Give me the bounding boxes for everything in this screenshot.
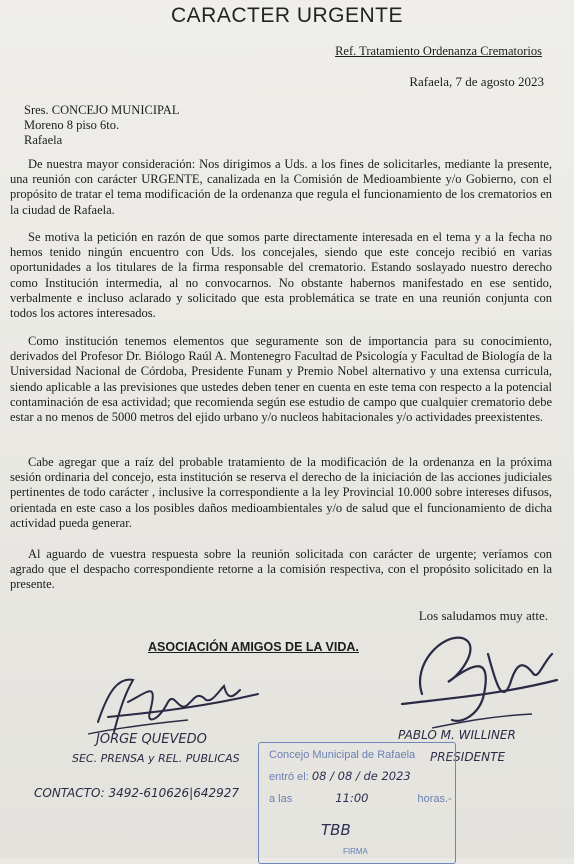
document-title: CARACTER URGENTE — [170, 4, 404, 27]
right-signer-role: PRESIDENTE — [430, 750, 506, 764]
stamp-time-suffix: horas.- — [417, 793, 452, 805]
left-signer-contact: CONTACTO: 3492-610626|642927 — [34, 786, 240, 800]
reception-stamp — [258, 742, 456, 864]
addressee-line: Sres. CONCEJO MUNICIPAL — [24, 103, 180, 117]
stamp-entry-date: 08 / 08 / de 2023 — [311, 769, 411, 783]
left-signer-role: SEC. PRENSA y REL. PUBLICAS — [72, 752, 240, 765]
paragraph-text: Se motiva la petición en razón de que somos parte directamente interesada en el tema y a la fecha no hemos tenido ningún encuentro con Uds. los concejales, siendo que este concejo recibió en varias oportunidades a los titulares de la firma responsable del crematorio. Estando soslayado nuestro derecho como Institución intermedia, al no convocarnos. No obstante habernos manifestado en ese sentido, verbalmente e incluso aclarado y solicitado que esta problemática se trate en una reunión conjunta con todos los actores interesados. — [10, 230, 552, 321]
right-signature-scribble — [392, 624, 562, 744]
stamp-footer: FIRMA — [343, 847, 368, 856]
body-paragraph — [10, 547, 552, 593]
stamp-initials-text: TBB — [321, 821, 351, 839]
body-paragraph — [10, 455, 552, 531]
addressee-line: Moreno 8 piso 6to. — [24, 118, 120, 132]
stamp-time-row — [269, 791, 452, 805]
addressee-block — [24, 103, 179, 148]
left-signature-scribble — [78, 662, 268, 742]
paragraph-text: De nuestra mayor consideración: Nos dirigimos a Uds. a los fines de solicitarles, mediante la presente, una reunión con carácter URGENTE, canalizada en la Comisión de Medioambiente y/o Gobierno, con el propósito de tratar el tema modificación de la ordenanza que regula el funcionamiento de los crematorios en la ciudad de Rafaela. — [10, 157, 552, 217]
association-name: ASOCIACIÓN AMIGOS DE LA VIDA. — [148, 640, 359, 654]
stamp-time-label: a las — [269, 793, 293, 805]
paragraph-text: Cabe agregar que a raíz del probable tratamiento de la modificación de la ordenanza en la próxima sesión ordinaria del concejo, esta institución se reserva el derecho de la iniciación de las acciones judiciales pertinentes de todo carácter , inclusive la correspondiente a la ley Provincial 10.000 sobre intereses difusos, orientada en este caso a los posibles daños medioambientales y/o de salud que el funcionamiento de dicha actividad pueda generar. — [10, 455, 552, 530]
right-signer-name: PABLO M. WILLINER — [398, 728, 516, 742]
stamp-entry-label: entró el: — [269, 771, 309, 783]
stamp-initials — [321, 821, 351, 840]
addressee-line: Rafaela — [24, 133, 63, 147]
stamp-org: Concejo Municipal de Rafaela — [269, 749, 416, 761]
paragraph-text: Como institución tenemos elementos que seguramente son de importancia para su conocimiento, derivados del Profesor Dr. Biólogo Raúl A. Montenegro Facultad de Psicología y Facultad de Biología de la Universidad Nacional de Córdoba, Presidente Funam y Premio Nobel alternativo y una extensa curricula, siendo aplicable a las previsiones que ustedes deben tener en cuenta en este tema con respecto a la potencial contaminación de esa actividad; que recomienda según ese estudio de campo que cualquier crematorio debe estar a no menos de 5000 metros del ejido urbano y/o nucleos habitacionales y/o actividades preexistentes. — [10, 334, 552, 425]
stamp-time-value: 11:00 — [335, 791, 369, 805]
paragraph-text: Al aguardo de vuestra respuesta sobre la reunión solicitada con carácter de urgente; veríamos con agrado que el despacho correspondiente retorne a la comisión respectiva, con el propósito solicitado en la presente. — [10, 547, 552, 592]
body-paragraph — [10, 157, 552, 218]
body-paragraph — [10, 334, 552, 425]
closing-line: Los saludamos muy atte. — [418, 608, 548, 623]
reference-line: Ref. Tratamiento Ordenanza Crematorios — [335, 44, 542, 58]
stamp-entry-row — [269, 769, 411, 783]
date-line: Rafaela, 7 de agosto 2023 — [409, 74, 544, 89]
left-signer-name: JORGE QUEVEDO — [96, 732, 207, 747]
body-paragraph — [10, 230, 552, 321]
